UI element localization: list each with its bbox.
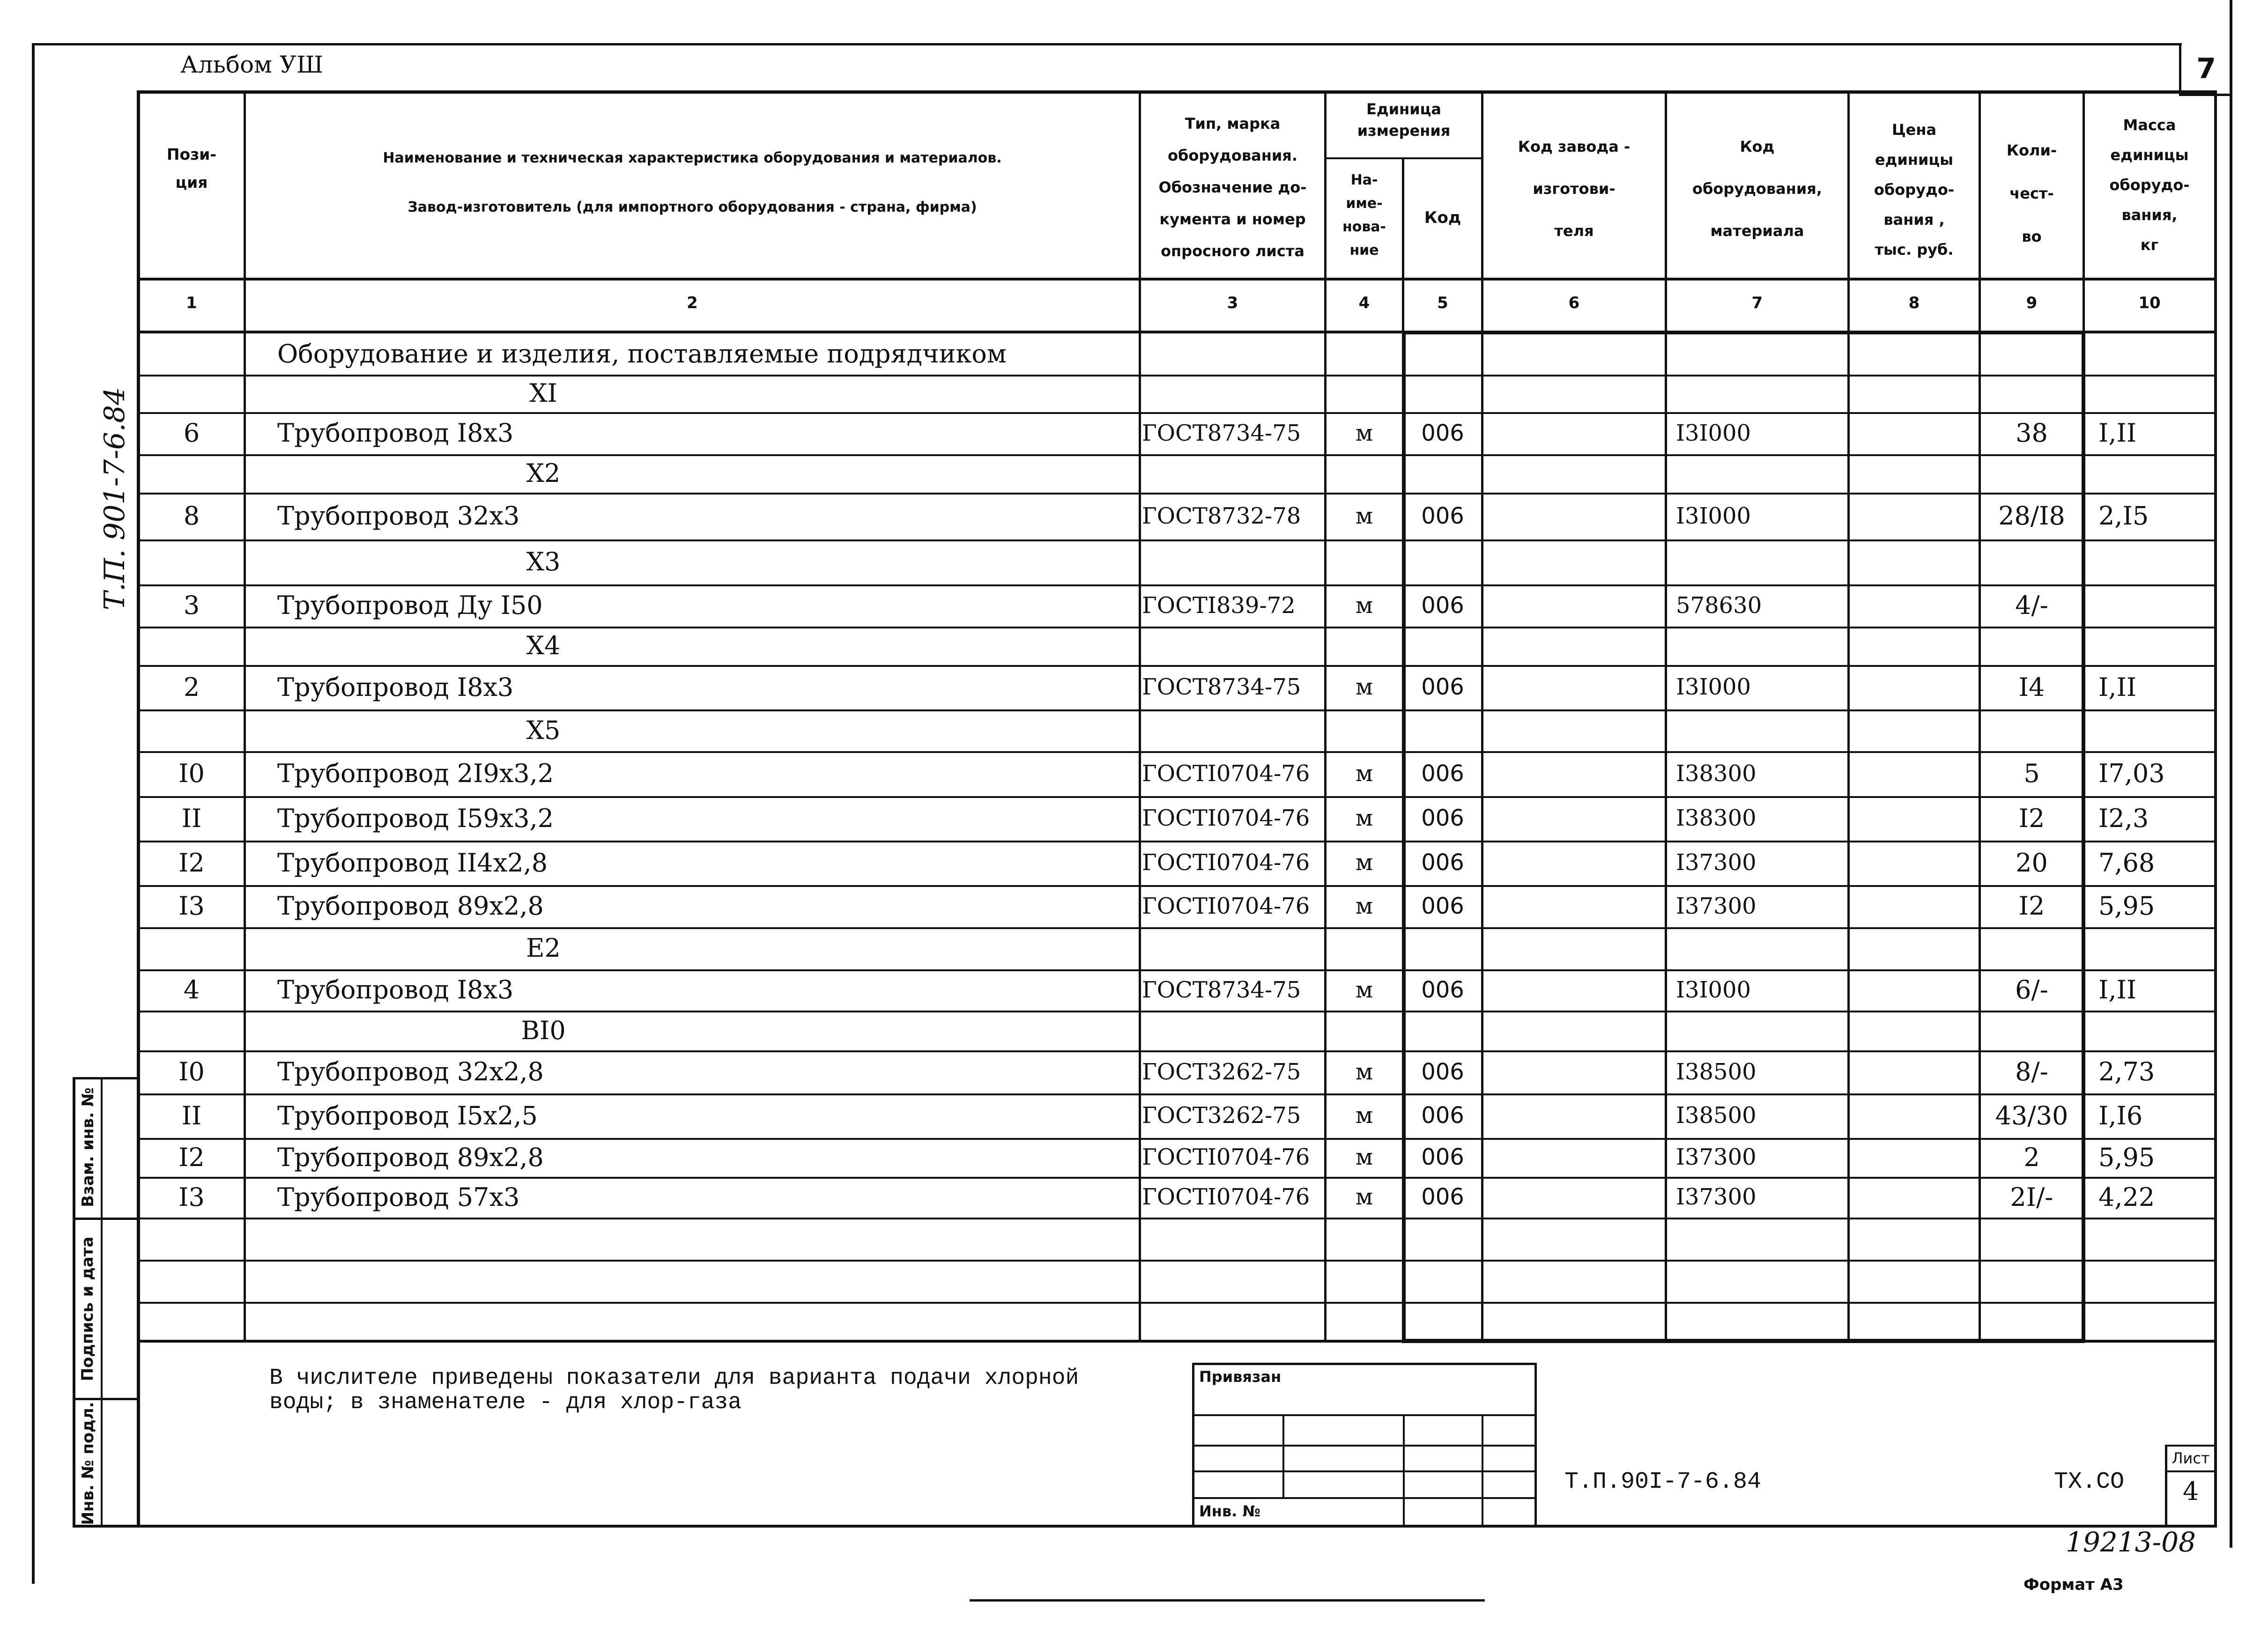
header-factory-code: Код завода - изготови- теля (1518, 138, 1631, 240)
cell-pos: I2 (178, 848, 205, 878)
cell-name: BI0 (521, 1016, 566, 1045)
cell-code (1404, 1011, 1481, 1050)
cell-mat (1676, 454, 1847, 493)
cell-qty: 28/I8 (1998, 501, 2065, 531)
cell-name: Трубопровод II4x2,8 (277, 848, 548, 878)
cell-unit: м (1355, 674, 1373, 700)
header-unit-code: Код (1424, 208, 1461, 227)
frame-bottom-line (137, 1525, 2215, 1528)
cell-unit: м (1355, 420, 1373, 446)
colnum-5: 5 (1437, 294, 1448, 312)
cell-pos: I3 (178, 1182, 205, 1212)
cell-mass: 2,I5 (2098, 501, 2149, 531)
cell-doc: ГОСТI839-72 (1142, 592, 1296, 619)
cell-unit: м (1355, 592, 1373, 619)
cell-name: X3 (526, 547, 561, 576)
cell-mass (2098, 1011, 2214, 1050)
cell-code: 006 (1421, 1102, 1464, 1129)
side-field-inventory: Инв. № подл. (79, 1402, 97, 1525)
thick-block-bottom (1402, 1339, 2085, 1343)
cell-mass (2098, 333, 2214, 375)
cell-mat (1676, 333, 1847, 375)
cell-pos: 3 (183, 591, 200, 620)
bottom-rule (970, 1599, 1485, 1602)
cell-mass: I,II (2098, 418, 2137, 448)
stamp-line-a (1192, 1414, 1537, 1416)
colnum-3: 3 (1227, 294, 1238, 312)
cell-qty: 43/30 (1995, 1101, 2068, 1130)
stamp-line-d (1192, 1497, 1537, 1499)
cell-mat: 578630 (1676, 592, 1762, 619)
frame-top-line (32, 43, 2182, 45)
cell-code: 006 (1421, 805, 1464, 831)
album-title: Альбом УШ (180, 51, 324, 78)
page-number: 7 (2196, 52, 2216, 85)
header-price: Цена единицы оборудо- вания , тыс. руб. (1874, 121, 1955, 258)
header-quantity: Коли- чест- во (2006, 141, 2057, 245)
header-type: Тип, марка оборудования. Обозначение до- кумента и номер опросного листа (1158, 115, 1307, 260)
cell-unit (1327, 1011, 1402, 1050)
cell-name: Трубопровод I8x3 (277, 975, 514, 1004)
stamp-vline-3 (1482, 1414, 1483, 1527)
cell-doc (1142, 627, 1324, 665)
header-name: Наименование и техническая характеристика оборудования и материалов. Завод-изготовитель (для импортного оборудования - страна, фирма) (383, 150, 1002, 215)
cell-mass: I,I6 (2098, 1101, 2143, 1130)
col-line-7 (1665, 90, 1667, 1342)
page-number-box-bottom (2179, 94, 2231, 96)
cell-pos: I0 (178, 1057, 205, 1086)
cell-mat: I38300 (1676, 805, 1757, 831)
cell-pos (140, 539, 244, 584)
cell-unit: м (1355, 1059, 1373, 1085)
handwritten-stamp: Т.П. 901-7-6.84 (98, 387, 131, 611)
cell-doc: ГОСТI0704-76 (1142, 761, 1310, 787)
cell-pos: I0 (178, 759, 205, 788)
cell-code: 006 (1421, 1059, 1464, 1085)
cell-name: Трубопровод 89x2,8 (277, 891, 544, 921)
cell-pos: 6 (183, 418, 200, 448)
sheet-number: 4 (2182, 1477, 2199, 1506)
col-line-6 (1481, 90, 1483, 1342)
cell-unit (1327, 709, 1402, 751)
colnum-9: 9 (2026, 294, 2038, 312)
table-right-border (2214, 90, 2217, 1528)
header-unit-name: На- име- нова- ние (1342, 172, 1386, 258)
cell-mat (1676, 709, 1847, 751)
cell-mat (1676, 375, 1847, 412)
cell-doc: ГОСТI0704-76 (1142, 805, 1310, 831)
note-line-2: воды; в знаменателе - для хлор-газа (269, 1390, 742, 1415)
cell-mass (2098, 539, 2214, 584)
cell-doc (1142, 333, 1324, 375)
cell-unit (1327, 627, 1402, 665)
cell-pos (140, 375, 244, 412)
side-field-replacement: Взам. инв. № (79, 1087, 97, 1207)
cell-code (1404, 927, 1481, 969)
cell-name: Трубопровод I8x3 (277, 418, 514, 448)
cell-code: 006 (1421, 420, 1464, 446)
cell-mat: I38500 (1676, 1059, 1757, 1085)
header-position: Пози- ция (166, 145, 217, 192)
cell-mat: I3I000 (1676, 674, 1751, 700)
cell-doc (1142, 539, 1324, 584)
colnum-6: 6 (1568, 294, 1580, 312)
cell-code: 006 (1421, 761, 1464, 787)
cell-doc (1142, 1011, 1324, 1050)
cell-pos (140, 709, 244, 751)
cell-unit: м (1355, 977, 1373, 1003)
cell-name: XI (529, 378, 557, 408)
sheet-box-mid (2165, 1470, 2215, 1472)
cell-mat: I37300 (1676, 893, 1757, 919)
cell-qty: 38 (2016, 418, 2048, 448)
cell-doc: ГОСТI0704-76 (1142, 849, 1310, 876)
cell-mass: 7,68 (2098, 848, 2155, 878)
cell-mass (2098, 627, 2214, 665)
cell-qty (1981, 927, 2083, 969)
cell-qty (1981, 375, 2083, 412)
cell-pos (140, 454, 244, 493)
cell-code: 006 (1421, 1184, 1464, 1210)
cell-doc (1142, 454, 1324, 493)
cell-name: Трубопровод I5x2,5 (277, 1101, 538, 1130)
cell-code: 006 (1421, 674, 1464, 700)
colnum-8: 8 (1908, 294, 1920, 312)
cell-name: Трубопровод 32x2,8 (277, 1057, 544, 1086)
cell-doc (1142, 375, 1324, 412)
cell-mat (1676, 927, 1847, 969)
cell-pos: I3 (178, 891, 205, 921)
cell-unit: м (1355, 503, 1373, 529)
cell-qty: I2 (2018, 804, 2045, 833)
cell-qty: 20 (2016, 848, 2048, 878)
cell-unit: м (1355, 805, 1373, 831)
cell-mat: I37300 (1676, 1184, 1757, 1210)
cell-unit (1327, 539, 1402, 584)
cell-code: 006 (1421, 849, 1464, 876)
cell-mat (1676, 1011, 1847, 1050)
note-line-1: В числителе приведены показатели для варианта подачи хлорной (269, 1366, 1079, 1391)
cell-code: 006 (1421, 977, 1464, 1003)
cell-code: 006 (1421, 503, 1464, 529)
col-line-8 (1847, 90, 1850, 1342)
cell-qty: I4 (2018, 672, 2045, 702)
cell-mat: I37300 (1676, 1144, 1757, 1170)
col-line-2 (244, 90, 246, 1342)
header-mass: Масса единицы оборудо- вания, кг (2109, 116, 2190, 254)
cell-mat: I3I000 (1676, 977, 1751, 1003)
cell-qty: 5 (2023, 759, 2040, 788)
cell-mat: I3I000 (1676, 420, 1751, 446)
sheet-label: Лист (2172, 1449, 2210, 1467)
cell-unit: м (1355, 849, 1373, 876)
cell-doc: ГОСТI0704-76 (1142, 893, 1310, 919)
colnum-10: 10 (2138, 294, 2161, 312)
doc-code: Т.П.90I-7-6.84 (1564, 1469, 1762, 1495)
frame-right-line (2230, 0, 2232, 1548)
cell-code (1404, 333, 1481, 375)
cell-name: Оборудование и изделия, поставляемые подрядчиком (277, 339, 1007, 369)
cell-mass (2098, 454, 2214, 493)
cell-unit (1327, 927, 1402, 969)
cell-pos (140, 627, 244, 665)
cell-qty: 8/- (2015, 1057, 2048, 1086)
cell-code (1404, 454, 1481, 493)
cell-pos (140, 927, 244, 969)
cell-mass: 5,95 (2098, 1143, 2155, 1172)
cell-code (1404, 375, 1481, 412)
cell-name: Трубопровод I8x3 (277, 672, 514, 702)
cell-unit (1327, 375, 1402, 412)
cell-name: X2 (526, 458, 561, 488)
cell-pos: 2 (183, 672, 200, 702)
cell-unit (1327, 333, 1402, 375)
cell-mass (2098, 709, 2214, 751)
cell-unit: м (1355, 761, 1373, 787)
cell-qty (1981, 454, 2083, 493)
cell-qty: I2 (2018, 891, 2045, 921)
cell-mass: I,II (2098, 975, 2137, 1004)
cell-qty: 6/- (2015, 975, 2048, 1004)
cell-qty (1981, 627, 2083, 665)
cell-mat (1676, 539, 1847, 584)
cell-mass: I,II (2098, 672, 2137, 702)
archive-number: 19213-08 (2066, 1526, 2196, 1558)
stamp-line-b (1192, 1445, 1537, 1447)
stamp-vline-1 (1282, 1414, 1284, 1497)
cell-pos: I2 (178, 1143, 205, 1172)
cell-qty: 2 (2023, 1143, 2040, 1172)
cell-pos (140, 1011, 244, 1050)
cell-unit (1327, 454, 1402, 493)
cell-qty (1981, 1011, 2083, 1050)
header-bottom-line (137, 278, 2215, 281)
cell-mass (2098, 927, 2214, 969)
cell-doc (1142, 927, 1324, 969)
cell-doc: ГОСТ8732-78 (1142, 503, 1301, 529)
cell-name: Трубопровод 2I9x3,2 (277, 759, 554, 788)
colnum-4: 4 (1358, 294, 1370, 312)
cell-code: 006 (1421, 592, 1464, 619)
cell-mass: 5,95 (2098, 891, 2155, 921)
stamp-line-c (1192, 1470, 1537, 1472)
cell-code (1404, 627, 1481, 665)
cell-unit: м (1355, 1184, 1373, 1210)
cell-name: X5 (526, 716, 561, 745)
cell-doc: ГОСТ8734-75 (1142, 420, 1301, 446)
stamp-vline-2 (1403, 1414, 1405, 1527)
cell-pos (140, 333, 244, 375)
cell-code: 006 (1421, 893, 1464, 919)
col-line-3 (1139, 90, 1141, 1342)
doc-mark: ТХ.СО (2054, 1469, 2125, 1495)
cell-pos: II (181, 804, 202, 833)
side-strip-left (73, 1077, 75, 1528)
cell-unit: м (1355, 1102, 1373, 1129)
cell-doc (1142, 709, 1324, 751)
side-strip-mid-vertical (101, 1077, 103, 1528)
cell-mass (2098, 375, 2214, 412)
cell-name: Трубопровод I59x3,2 (277, 804, 554, 833)
cell-mass: 4,22 (2098, 1182, 2155, 1212)
format-label: Формат А3 (2023, 1575, 2124, 1594)
cell-qty: 4/- (2015, 591, 2048, 620)
cell-name: Трубопровод Ду I50 (277, 591, 543, 620)
cell-mass: I7,03 (2098, 759, 2165, 788)
stamp-privyazan: Привязан (1199, 1368, 1282, 1386)
cell-mat: I38500 (1676, 1102, 1757, 1129)
cell-name: Трубопровод 89x2,8 (277, 1143, 544, 1172)
colnum-7: 7 (1751, 294, 1763, 312)
cell-mass: 2,73 (2098, 1057, 2155, 1086)
cell-mass: I2,3 (2098, 804, 2149, 833)
stamp-outer-top (1192, 1363, 1537, 1365)
cell-pos: 8 (183, 501, 200, 531)
table-top-border (137, 90, 2215, 94)
cell-unit: м (1355, 893, 1373, 919)
cell-mat (1676, 627, 1847, 665)
cell-doc: ГОСТ3262-75 (1142, 1059, 1301, 1085)
cell-doc: ГОСТ8734-75 (1142, 977, 1301, 1003)
sheet-box-top (2165, 1445, 2215, 1447)
row-separator (137, 1302, 2215, 1304)
cell-name: Трубопровод 57x3 (277, 1182, 520, 1212)
cell-qty (1981, 333, 2083, 375)
colnum-2: 2 (687, 294, 698, 312)
cell-qty (1981, 539, 2083, 584)
cell-mat: I38300 (1676, 761, 1757, 787)
row-separator (137, 1260, 2215, 1262)
cell-qty (1981, 709, 2083, 751)
side-field-signature: Подпись и дата (78, 1236, 97, 1381)
header-unit-group: Единица измерения (1357, 100, 1451, 140)
cell-doc: ГОСТI0704-76 (1142, 1184, 1310, 1210)
cell-doc: ГОСТI0704-76 (1142, 1144, 1310, 1170)
cell-mass (2098, 584, 2214, 627)
cell-doc: ГОСТ3262-75 (1142, 1102, 1301, 1129)
cell-unit: м (1355, 1144, 1373, 1170)
cell-name: E2 (526, 933, 561, 963)
header-material-code: Код оборудования, материала (1692, 138, 1822, 240)
frame-left-line (32, 43, 35, 1584)
stamp-inv-no: Инв. № (1199, 1502, 1260, 1520)
cell-mat: I3I000 (1676, 503, 1751, 529)
cell-name: X4 (526, 631, 561, 660)
colnum-1: 1 (186, 294, 197, 312)
cell-mat: I37300 (1676, 849, 1757, 876)
cell-qty: 2I/- (2010, 1182, 2053, 1212)
cell-code: 006 (1421, 1144, 1464, 1170)
cell-pos: II (181, 1101, 202, 1130)
cell-code (1404, 539, 1481, 584)
cell-code (1404, 709, 1481, 751)
row-separator (137, 1218, 2215, 1219)
cell-doc: ГОСТ8734-75 (1142, 674, 1301, 700)
cell-pos: 4 (183, 975, 200, 1004)
cell-name: Трубопровод 32x3 (277, 501, 520, 531)
